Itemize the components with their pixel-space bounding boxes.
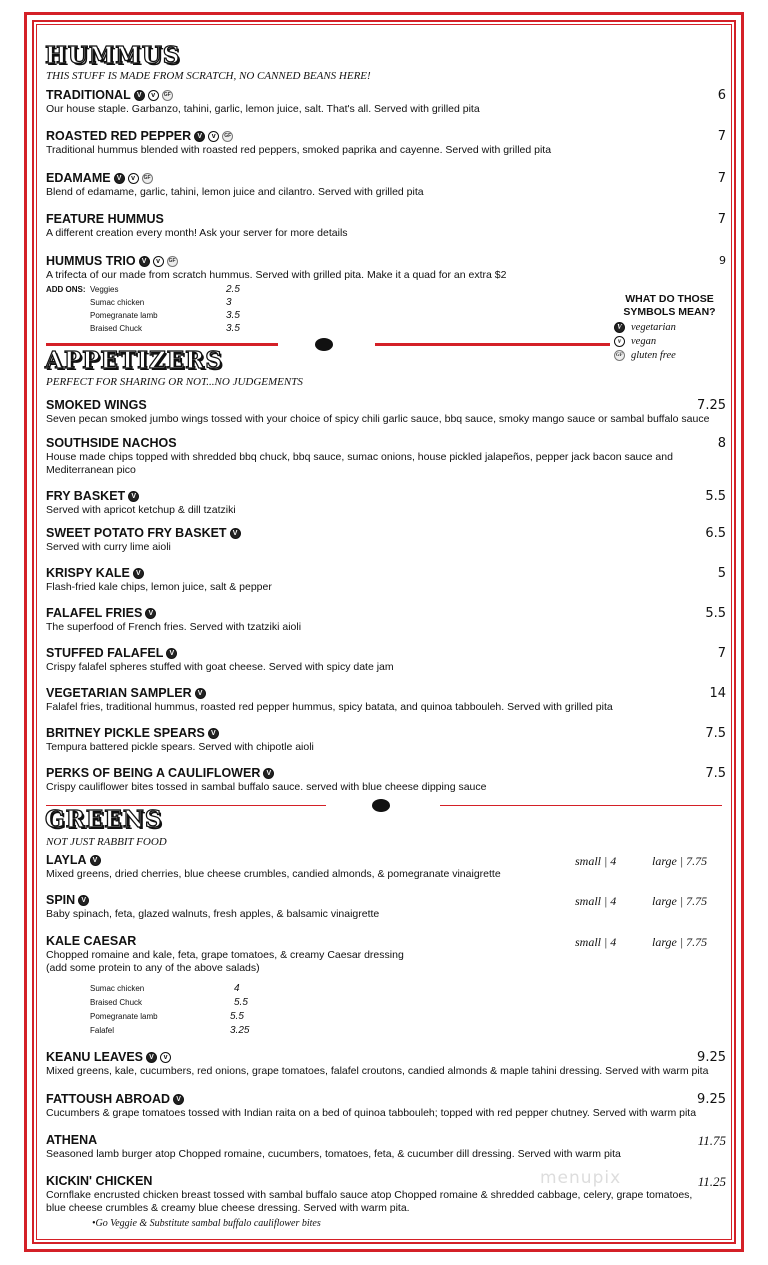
vegetarian-icon: V: [139, 256, 150, 267]
vegetarian-icon: V: [194, 131, 205, 142]
vegan-icon: v: [148, 90, 159, 101]
symbol-legend: WHAT DO THOSE SYMBOLS MEAN? V vegetarian v vegan GF gluten free: [612, 293, 727, 361]
menu-item-vegetarian-sampler: VEGETARIAN SAMPLER V Falafel fries, traditional hummus, roasted red pepper hummus, spicy batata, and quinoa tabbouleh. Served with grilled pita 14: [46, 686, 726, 713]
size-small: small | 4: [575, 935, 617, 949]
gluten-free-icon: GF: [142, 173, 153, 184]
hummus-subtitle: THIS STUFF IS MADE FROM SCRATCH, NO CANNED BEANS HERE!: [46, 70, 371, 82]
vegan-icon: v: [614, 336, 625, 347]
menu-item-smoked-wings: SMOKED WINGS Seven pecan smoked jumbo wings tossed with your choice of spicy chili garlic sauce, bbq sauce, smoky mango sauce or sambal buffalo sauce 7.25: [46, 398, 726, 425]
vegetarian-icon: V: [146, 1052, 157, 1063]
menu-item-traditional: TRADITIONAL V v GF Our house staple. Garbanzo, tahini, garlic, lemon juice, salt. That's all. Served with grilled pita 6: [46, 88, 726, 115]
menu-item-kickin-chicken: KICKIN' CHICKEN Cornflake encrusted chicken breast tossed with sambal buffalo sauce atop Chopped romaine & shredded cabbage, celery, grape tomatoes, blue cheese crumbles & creamy blue cheese dressing. Served with warm pita. 11.25: [46, 1174, 726, 1214]
vegetarian-icon: V: [195, 688, 206, 699]
price: 7.25: [697, 398, 726, 413]
hummus-heading: HUMMUS: [45, 42, 181, 69]
divider-dot: [372, 799, 390, 812]
section-divider: [375, 343, 610, 346]
menu-item-fry-basket: FRY BASKET V Served with apricot ketchup & dill tzatziki 5.5: [46, 489, 726, 516]
menu-item-stuffed-falafel: STUFFED FALAFEL V Crispy falafel spheres stuffed with goat cheese. Served with spicy date jam 7: [46, 646, 726, 673]
gluten-free-icon: GF: [162, 90, 173, 101]
vegetarian-icon: V: [263, 768, 274, 779]
price: 5.5: [705, 606, 726, 621]
price: 6.5: [705, 526, 726, 541]
menu-item-krispy-kale: KRISPY KALE V Flash-fried kale chips, lemon juice, salt & pepper 5: [46, 566, 726, 593]
price: 9: [719, 254, 726, 267]
vegan-icon: v: [128, 173, 139, 184]
watermark: menupix: [540, 1168, 622, 1188]
greens-heading: GREENS: [45, 806, 163, 833]
price: 7.5: [705, 726, 726, 741]
price: 7: [717, 171, 726, 186]
vegetarian-icon: V: [614, 322, 625, 333]
vegan-icon: v: [153, 256, 164, 267]
menu-item-kale-caesar: KALE CAESAR Chopped romaine and kale, feta, grape tomatoes, & creamy Caesar dressing (add some protein to any of the above salads): [46, 934, 404, 974]
menu-item-layla: LAYLA V Mixed greens, dried cherries, blue cheese crumbles, candied almonds, & pomegranate vinaigrette: [46, 853, 501, 880]
section-divider: [440, 805, 722, 806]
menu-item-athena: ATHENA Seasoned lamb burger atop Chopped romaine, cucumbers, tomatoes, feta, & cucumber dill dressing. Served with warm pita 11.75: [46, 1133, 726, 1160]
vegan-icon: v: [208, 131, 219, 142]
section-divider: [46, 343, 278, 346]
menu-item-fattoush-abroad: FATTOUSH ABROAD V Cucumbers & grape tomatoes tossed with Indian raita on a bed of quinoa tabbouleh; topped with red pepper chutney. Served with warm pita 9.25: [46, 1092, 726, 1119]
size-large: large | 7.75: [652, 935, 708, 949]
gluten-free-icon: GF: [167, 256, 178, 267]
price: 11.75: [697, 1133, 726, 1148]
price: 5: [717, 566, 726, 581]
price: 9.25: [697, 1050, 726, 1065]
price: 11.25: [697, 1174, 726, 1189]
menu-item-keanu-leaves: KEANU LEAVES V v Mixed greens, kale, cucumbers, red onions, grape tomatoes, falafel croutons, candied almonds & maple tahini dressing. Served with warm pita 9.25: [46, 1050, 726, 1077]
vegetarian-icon: V: [166, 648, 177, 659]
vegetarian-icon: V: [128, 491, 139, 502]
gluten-free-icon: GF: [222, 131, 233, 142]
vegetarian-icon: V: [173, 1094, 184, 1105]
vegetarian-icon: V: [133, 568, 144, 579]
price: 9.25: [697, 1092, 726, 1107]
menu-item-hummus-trio: HUMMUS TRIO V v GF A trifecta of our made from scratch hummus. Served with grilled pita. Make it a quad for an extra $2 9: [46, 254, 726, 281]
price: 7: [717, 129, 726, 144]
vegetarian-icon: V: [230, 528, 241, 539]
appetizers-subtitle: PERFECT FOR SHARING OR NOT...NO JUDGEMENTS: [46, 376, 303, 388]
size-small: small | 4: [575, 854, 617, 868]
price: 7.5: [705, 766, 726, 781]
price: 7: [717, 646, 726, 661]
vegetarian-icon: V: [114, 173, 125, 184]
appetizers-heading: APPETIZERS: [45, 347, 223, 374]
menu-item-spin: SPIN V Baby spinach, feta, glazed walnuts, fresh apples, & balsamic vinaigrette: [46, 893, 380, 920]
price: 8: [717, 436, 726, 451]
price: 6: [717, 88, 726, 103]
greens-subtitle: NOT JUST RABBIT FOOD: [46, 836, 167, 848]
menu-item-perks-of-being-a-cauliflower: PERKS OF BEING A CAULIFLOWER V Crispy cauliflower bites tossed in sambal buffalo sauce. served with blue cheese dipping sauce 7.5: [46, 766, 726, 793]
vegetarian-icon: V: [208, 728, 219, 739]
menu-item-falafel-fries: FALAFEL FRIES V The superfood of French fries. Served with tzatziki aioli 5.5: [46, 606, 726, 633]
vegan-icon: v: [160, 1052, 171, 1063]
size-large: large | 7.75: [652, 854, 708, 868]
menu-item-britney-pickle-spears: BRITNEY PICKLE SPEARS V Tempura battered pickle spears. Served with chipotle aioli 7.5: [46, 726, 726, 753]
menu-item-southside-nachos: SOUTHSIDE NACHOS House made chips topped with shredded bbq chuck, bbq sauce, sumac onions, house pickled jalapeños, pepper jack bacon sauce and Mediterranean pico 8: [46, 436, 726, 476]
menu-item-sweet-potato-fry-basket: SWEET POTATO FRY BASKET V Served with curry lime aioli 6.5: [46, 526, 726, 553]
gluten-free-icon: GF: [614, 350, 625, 361]
price: 14: [709, 686, 726, 701]
menu-item-edamame: EDAMAME V v GF Blend of edamame, garlic, tahini, lemon juice and cilantro. Served with grilled pita 7: [46, 171, 726, 198]
price: 5.5: [705, 489, 726, 504]
vegetarian-icon: V: [90, 855, 101, 866]
vegetarian-icon: V: [134, 90, 145, 101]
menu-item-roasted-red-pepper: ROASTED RED PEPPER V v GF Traditional hummus blended with roasted red peppers, smoked paprika and cayenne. Served with grilled pita 7: [46, 129, 726, 156]
veggie-substitute-note: •Go Veggie & Substitute sambal buffalo cauliflower bites: [92, 1218, 321, 1229]
vegetarian-icon: V: [78, 895, 89, 906]
menu-item-feature-hummus: FEATURE HUMMUS A different creation every month! Ask your server for more details 7: [46, 212, 726, 239]
vegetarian-icon: V: [145, 608, 156, 619]
size-small: small | 4: [575, 894, 617, 908]
price: 7: [717, 212, 726, 227]
size-large: large | 7.75: [652, 894, 708, 908]
divider-dot: [315, 338, 333, 351]
